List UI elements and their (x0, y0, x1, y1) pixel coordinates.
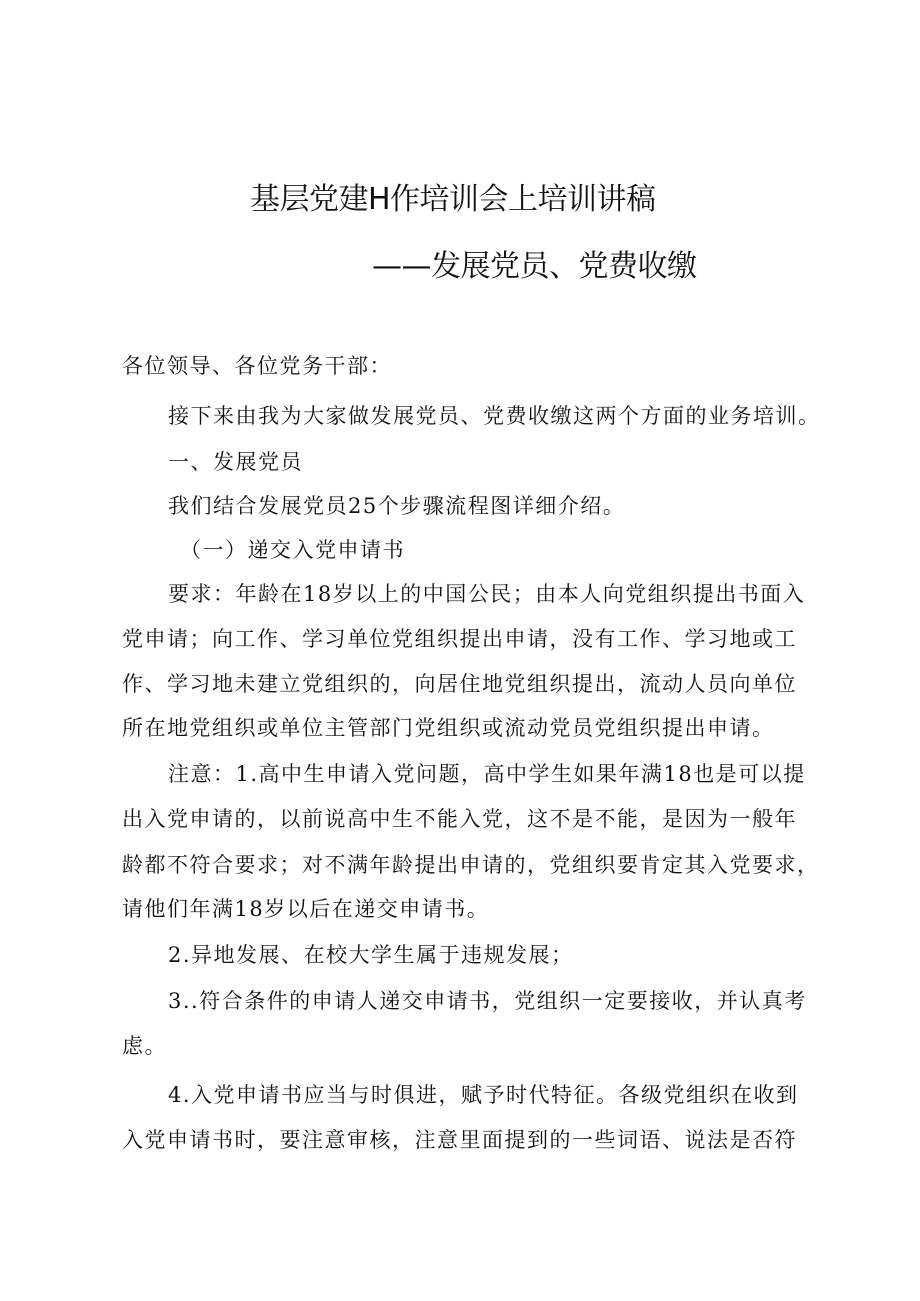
paragraph-line: 党申请；向工作、学习单位党组织提出申请，没有工作、学习地或工 (122, 627, 797, 651)
paragraph-line: 要求：年龄在18岁以上的中国公民；由本人向党组织提出书面入 (168, 582, 806, 606)
intro-paragraph: 接下来由我为大家做发展党员、党费收缴这两个方面的业务培训。 (168, 404, 821, 428)
document-title: 基层党建H作培训会上培训讲稿 (250, 182, 656, 217)
paragraph-line: 2.异地发展、在校大学生属于违规发展； (168, 943, 574, 967)
section-heading-1: 一、发展党员 (168, 450, 303, 474)
paragraph-line: 请他们年满18岁以后在递交申请书。 (122, 897, 490, 921)
subsection-heading-1: （一）递交入党申请书 (180, 538, 405, 562)
section-intro: 我们结合发展党员25个步骤流程图详细介绍。 (168, 494, 626, 518)
paragraph-line: 入党申请书时，要注意审核，注意里面提到的一些词语、说法是否符 (122, 1128, 797, 1152)
paragraph-line: 4.入党申请书应当与时俱进，赋予时代特征。各级党组织在收到 (168, 1083, 799, 1107)
paragraph-line: 龄都不符合要求；对不满年龄提出申请的，党组织要肯定其入党要求， (122, 853, 820, 877)
paragraph-line: 虑。 (122, 1034, 167, 1058)
paragraph-line: 注意：1.高中生申请入党问题，高中学生如果年满18也是可以提 (168, 762, 806, 786)
paragraph-line: 3..符合条件的申请人递交申请书，党组织一定要接收，并认真考 (168, 989, 807, 1013)
paragraph-line: 所在地党组织或单位主管部门党组织或流动党员党组织提出申请。 (122, 716, 775, 740)
salutation: 各位领导、各位党务干部： (122, 354, 392, 378)
paragraph-line: 作、学习地未建立党组织的，向居住地党组织提出，流动人员向单位 (122, 672, 797, 696)
document-subtitle: ——发展党员、党费收缴 (372, 249, 697, 284)
paragraph-line: 出入党申请的，以前说高中生不能入党，这不是不能，是因为一般年 (122, 807, 797, 831)
